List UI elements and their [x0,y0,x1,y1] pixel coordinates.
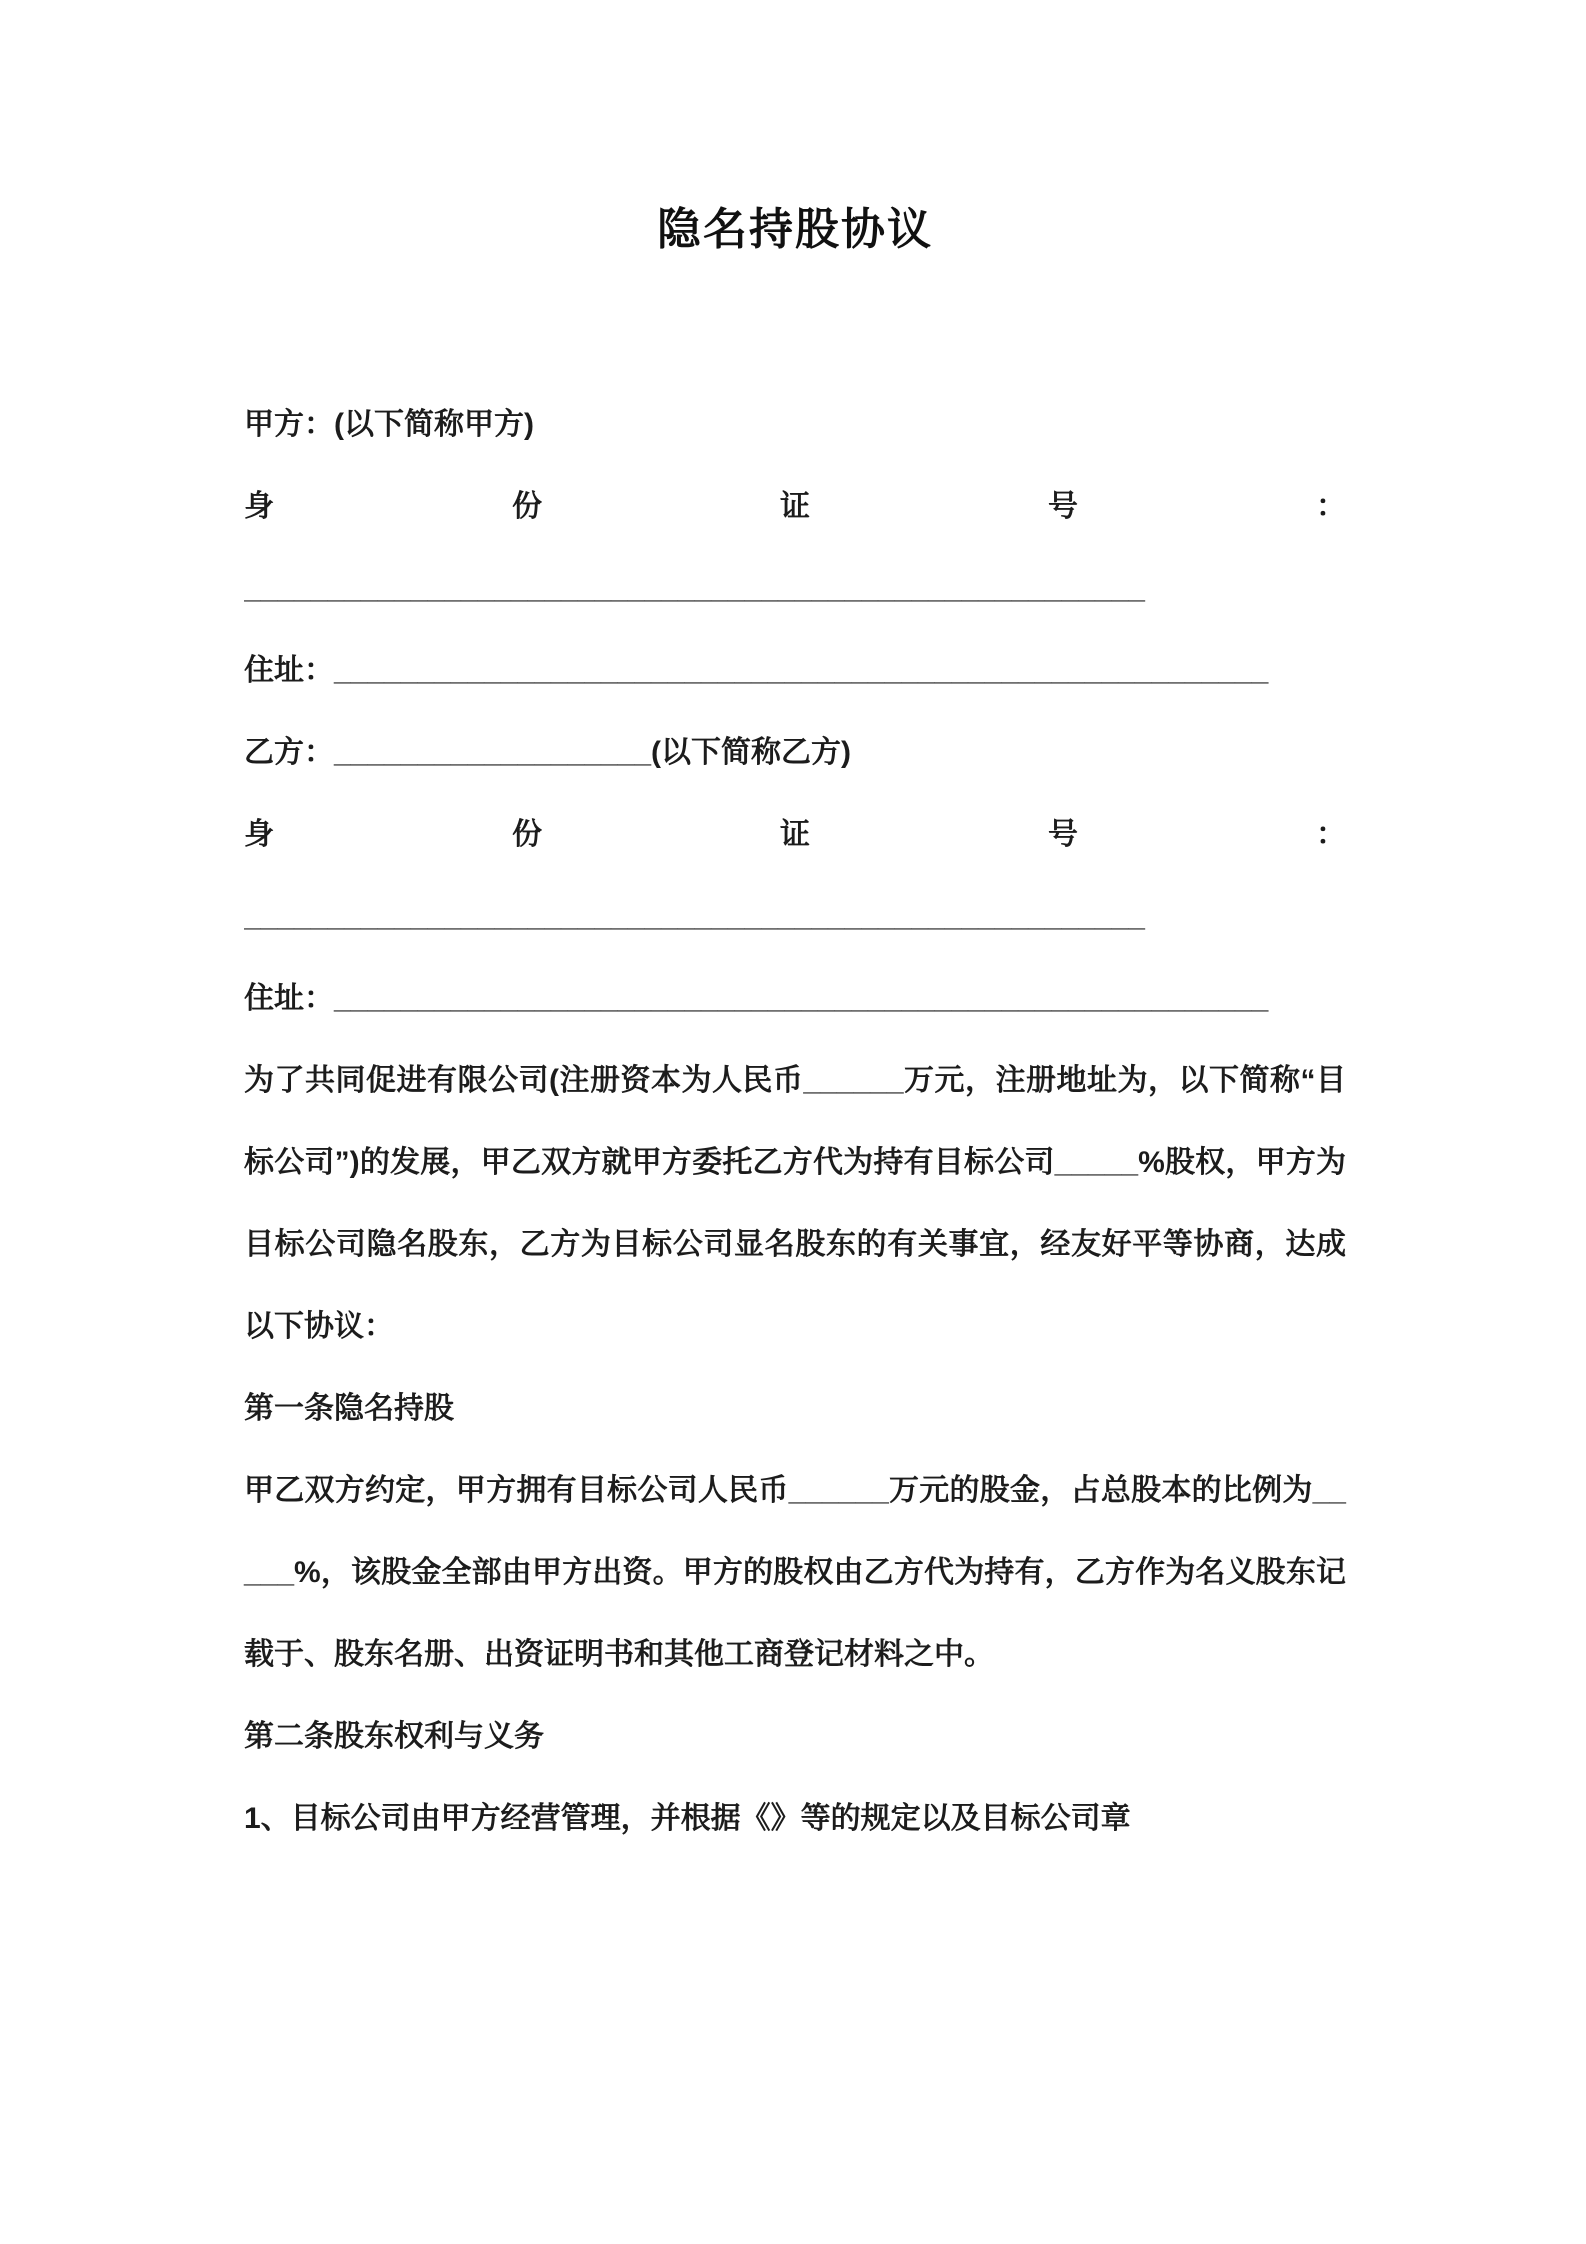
id-number-blank-b: ______________________________________________________ [244,900,1145,933]
clause-2-item-1: 1、目标公司由甲方经营管理，并根据《》等的规定以及目标公司章 [244,1802,1131,1835]
party-a-line: 甲方：(以下简称甲方) [244,408,534,441]
clause-2-heading: 第二条股东权利与义务 [244,1720,544,1753]
clause-1-heading: 第一条隐名持股 [244,1392,454,1425]
address-line-b: 住址：________________________________________________________ [244,982,1269,1015]
id-number-label-a: 身 份 证 号 ： [244,490,1346,523]
intro-paragraph: 为了共同促进有限公司(注册资本为人民币______万元，注册地址为，以下简称“目标公司”)的发展，甲乙双方就甲方委托乙方代为持有目标公司_____%股权，甲方为目标公司隐名股东，乙方为目标公司显名股东的有关事宜，经友好平等协商，达成以下协议： [244,1064,1346,1343]
document-content [244,200,1346,1860]
clause-1-text: 甲乙双方约定，甲方拥有目标公司人民币______万元的股金，占总股本的比例为_____%，该股金全部由甲方出资。甲方的股权由乙方代为持有，乙方作为名义股东记载于、股东名册、出资证明书和其他工商登记材料之中。 [244,1474,1346,1671]
id-number-label-b: 身 份 证 号 ： [244,818,1346,851]
document-title: 隐名持股协议 [657,205,933,254]
address-line-a: 住址：________________________________________________________ [244,654,1269,687]
party-b-line: 乙方：___________________(以下简称乙方) [244,736,851,769]
id-number-blank-a: ______________________________________________________ [244,572,1145,605]
